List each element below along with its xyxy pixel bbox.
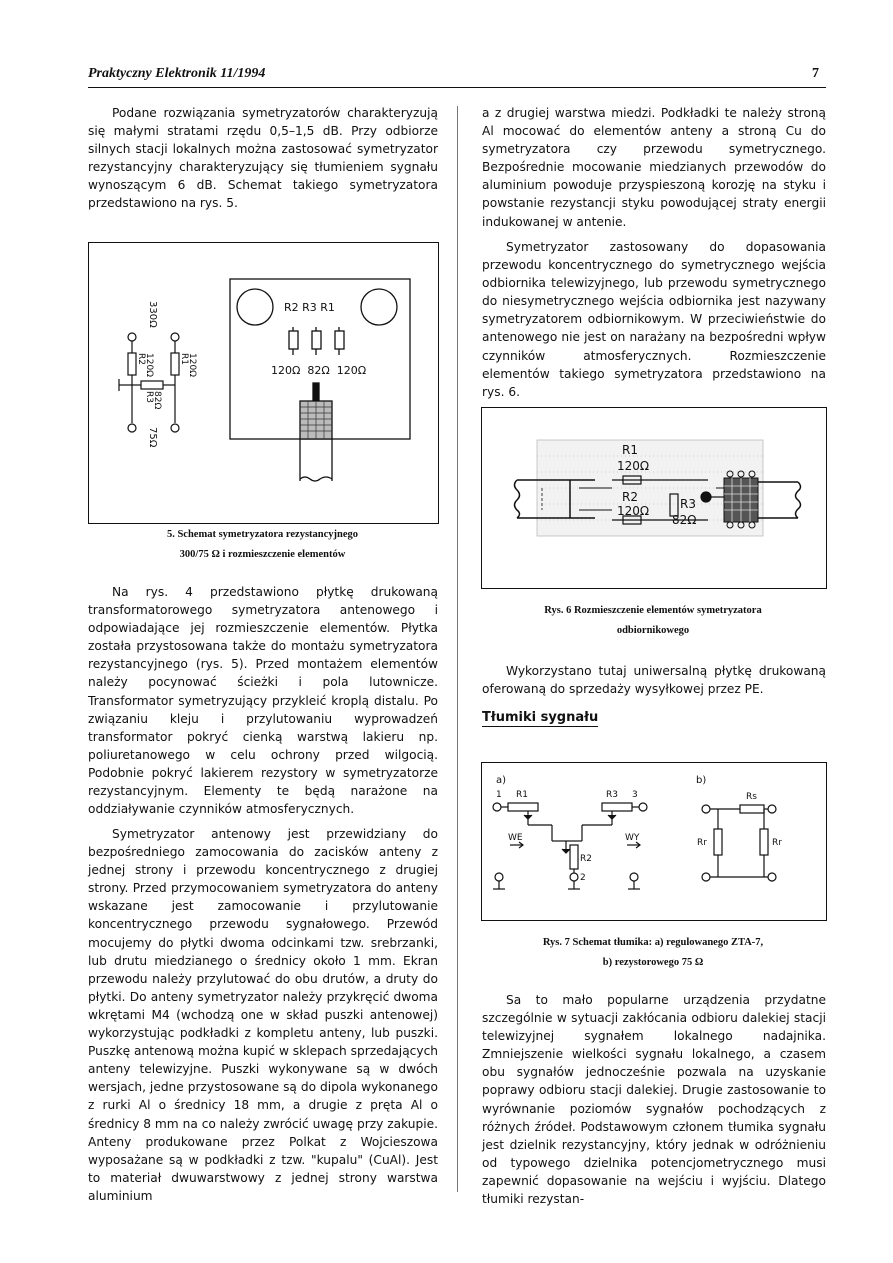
page-number: 7 (812, 66, 819, 81)
fig5-r1-value: 120Ω (187, 353, 197, 378)
fig6-r3-value: 82Ω (672, 513, 697, 527)
fig7-part-b-label: b) (696, 775, 707, 786)
figure-6-connector (724, 471, 758, 528)
figure-5-schematic (119, 333, 179, 432)
fig7-pin1: 1 (496, 790, 502, 800)
left-paragraph-1: Podane rozwiązania symetryzatorów charakteryzują się małymi stratami rzędu 0,5–1,5 dB. Przy odbiorze silnych stacji lokalnych można zastosować symetryzator rezystancyjny charakteryzujący się tłumieniem sygnału wynoszącym 6 dB. Schemat takiego symetryzatora przedstawiono na rys. 5. (88, 106, 438, 211)
right-paragraph-4: Sa to mało popularne urządzenia przydatne szczególnie w sytuacji zakłócania odbioru dalekiej stacji telewizyjnej sygnałem lokalnego nadajnika. Zmniejszenie wielkości sygnału lokalnego, a czasem obu sygnałów jednocześnie pozwala na uzyskanie poprawy odbioru stacji dalekiej. Drugie zastosowanie to wyrównanie poziomów sygnałów pochodzących z różnych źródeł. Podstawowym członem tłumika sygnału jest dzielnik rezystancyjny, który jednak w odróżnieniu od typowego dzielnika potencjometrycznego musi zapewnić dopasowanie na wejściu i wyjściu. Dlatego tłumiki rezystan- (482, 993, 826, 1207)
fig7-r3: R3 (606, 790, 618, 800)
figure-7-b-schematic (702, 805, 776, 881)
fig7-rr-left: Rr (697, 838, 707, 848)
right-paragraph-1: a z drugiej warstwa miedzi. Podkładki te należy stroną Al mocować do elementów anteny a stroną Cu do symetryzatora czy przewodu symetrycznego. Bezpośrednie mocowanie miedzianych przewodów do aluminium powoduje przyspieszoną korozję na styku i powstanie rezystancji styku powodującej straty energii indukowanej w antenie. (482, 106, 826, 229)
figure-7 (481, 762, 827, 921)
fig7-pin2: 2 (580, 873, 586, 883)
fig6-r1-value: 120Ω (617, 459, 650, 473)
figure-6-caption (481, 601, 825, 641)
fig5-input-impedance: 330Ω (147, 301, 158, 328)
journal-title: Praktyczny Elektronik 11/1994 (88, 66, 266, 81)
figure-6-caption-line-1: Rys. 6 Rozmieszczenie elementów symetryzatora (544, 605, 762, 616)
figure-7-caption-line-2: b) rezystorowego 75 Ω (602, 957, 704, 968)
figure-5-caption-line-2: 300/75 Ω i rozmieszczenie elementów (179, 549, 346, 560)
fig7-pin3: 3 (632, 790, 638, 800)
fig7-r2: R2 (580, 854, 592, 864)
fig5-r3-value: 82Ω (152, 391, 162, 410)
fig5-r2-value: 120Ω (144, 353, 154, 378)
figure-7-caption (481, 933, 825, 973)
figure-5 (88, 242, 439, 524)
fig7-part-a-label: a) (496, 775, 507, 786)
column-divider (457, 106, 458, 1192)
fig5-output-impedance: 75Ω (147, 427, 158, 448)
fig5-r1-name: R1 (179, 353, 189, 365)
right-paragraph-2: Symetryzator zastosowany do dopasowania przewodu koncentrycznego do symetrycznego wejścia odbiornika telewizyjnego, lub przewodu symetrycznego do niesymetrycznego wejścia odbiornika jest nazywany symetryzatorem odbiornikowym. W przeciwieństwie do antenowego nie jest on narażany na bezpośredni wpływ czynników atmosferycznych. Rozmieszczenie elementów takiego symetryzatora przedstawiono na rys. 6. (482, 240, 826, 399)
fig5-r2-name: R2 (136, 353, 146, 365)
fig6-r3-name: R3 (680, 497, 696, 511)
left-paragraph-2: Na rys. 4 przedstawiono płytkę drukowaną transformatorowego symetryzatora antenowego i odpowiadające jej rozmieszczenie elementów. Płytka została przystosowana także do montażu symetryzatora rezystancyjnego (rys. 5). Przed montażem elementów należy pocynować ścieżki i pola lutownicze. Transformator symetryzujący przykleić kroplą distalu. Po związaniu kleju i przylutowaniu wyprowadzeń transformator pokryć cienką warstwą lakieru np. poliuretanowego w celu ochrony przed wilgocią. Podobnie pokryć lakierem rezystory w symetryzatorze rezystancyjnym. Elementy te będą narażone na oddziaływanie czynników atmosferycznych. (88, 585, 438, 817)
fig6-r1-name: R1 (622, 443, 638, 457)
fig7-rr-right: Rr (772, 838, 782, 848)
figure-5-caption-line-1: 5. Schemat symetryzatora rezystancyjnego (166, 529, 359, 540)
fig5-board-values: 120Ω 82Ω 120Ω (271, 364, 367, 377)
figure-6-caption-line-2: odbiornikowego (616, 625, 690, 636)
right-paragraph-3: Wykorzystano tutaj uniwersalną płytkę drukowaną oferowaną do sprzedaży wysyłkowej przez PE. (482, 664, 826, 697)
figure-5-caption (88, 525, 437, 565)
fig7-we: WE (508, 833, 523, 843)
header-rule (88, 87, 826, 88)
figure-6 (481, 407, 827, 589)
fig7-r1: R1 (516, 790, 528, 800)
fig6-r2-value: 120Ω (617, 504, 650, 518)
fig5-r3-name: R3 (144, 391, 154, 403)
left-paragraph-3: Symetryzator antenowy jest przewidziany do bezpośredniego zamocowania do zacisków anteny z jednej strony i przewodu koncentrycznego z drugiej strony. Przed przymocowaniem symetryzatora do anteny wskazane jest zamocowanie i przylutowanie koncentrycznego przewodu sygnałowego. Przewód mocujemy do płytki dwoma odcinkami tzw. srebrzanki, lub drutu miedzianego o średnicy około 1 mm. Ekran przewodu należy przylutować do obu drutów, a druty do płytki. Do anteny symetryzator należy przykręcić dwoma wkrętami M4 (wchodzą one w skład puszki antenowej) wykorzystując podkładki z kompletu anteny, lub puszki. Puszkę antenową można kupić w sklepach sprzedających anteny telewizyjne. Puszki wykonywane są w dwóch wersjach, jedne przystosowane są do dipola wykonanego z rurki Al o średnicy 18 mm, a drugie z pręta Al o średnicy 8 mm na co należy zwrócić uwagę przy zakupie. Anteny produkowane przez Polkat z Wojcieszowa wyposażane są w podkładki z tzw. "kupalu" (CuAl). Jest to materiał dwuwarstwowy z jednej strony warstwa aluminium (88, 827, 438, 1203)
fig6-r2-name: R2 (622, 490, 638, 504)
fig7-wy: WY (625, 833, 640, 843)
fig7-rs: Rs (746, 792, 757, 802)
figure-7-caption-line-1: Rys. 7 Schemat tłumika: a) regulowanego ZTA-7, (542, 937, 764, 948)
figure-7-a-schematic (493, 803, 647, 889)
section-heading-tlumiki: Tłumiki sygnału (482, 710, 599, 725)
fig5-board-names: R2 R3 R1 (284, 301, 335, 314)
